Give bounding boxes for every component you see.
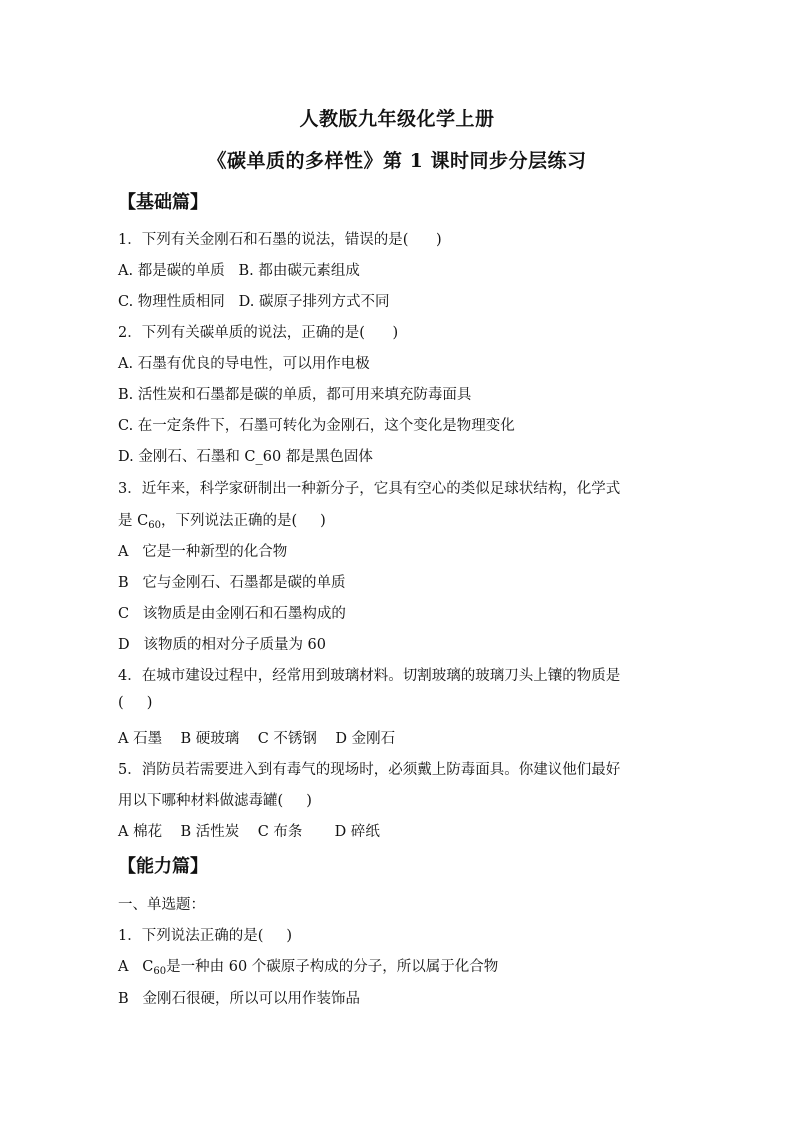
formula-prefix: 是 C — [118, 513, 149, 529]
formula-subscript: 60 — [153, 966, 167, 977]
section-heading-ability: 【能力篇】 — [118, 856, 208, 877]
option-line: D. 金刚石、石墨和 C_60 都是黑色固体 — [118, 449, 373, 465]
option-line: B 金刚石很硬，所以可以用作装饰品 — [118, 991, 360, 1007]
question-line: 用以下哪种材料做滤毒罐( ) — [118, 793, 312, 809]
option-line: B. 活性炭和石墨都是碳的单质，都可用来填充防毒面具 — [118, 387, 472, 403]
option-line: C 该物质是由金刚石和石墨构成的 — [118, 606, 346, 622]
question-line: ( ) — [118, 695, 153, 711]
formula-suffix: 是一种由 60 个碳原子构成的分子，所以属于化合物 — [166, 959, 499, 975]
question-line: 2．下列有关碳单质的说法，正确的是( ) — [118, 325, 399, 341]
option-line: A 它是一种新型的化合物 — [118, 544, 288, 560]
question-line: 4．在城市建设过程中，经常用到玻璃材料。切割玻璃的玻璃刀头上镶的物质是 — [118, 668, 621, 684]
option-line: C. 物理性质相同 D. 碳原子排列方式不同 — [118, 294, 390, 310]
question-line: 3．近年来，科学家研制出一种新分子，它具有空心的类似足球状结构，化学式 — [118, 481, 621, 497]
option-line: A. 石墨有优良的导电性，可以用作电极 — [118, 356, 370, 372]
question-line: 1．下列有关金刚石和石墨的说法，错误的是( ) — [118, 232, 442, 248]
option-line: A 石墨 B 硬玻璃 C 不锈钢 D 金刚石 — [118, 731, 396, 747]
option-line-formula — [118, 955, 688, 977]
formula-subscript: 60 — [148, 520, 161, 531]
option-line: D 该物质的相对分子质量为 60 — [118, 637, 327, 653]
section-heading-basic: 【基础篇】 — [118, 192, 208, 213]
option-line: A. 都是碳的单质 B. 都由碳元素组成 — [118, 263, 360, 279]
question-line: 5．消防员若需要进入到有毒气的现场时，必须戴上防毒面具。你建议他们最好 — [118, 762, 621, 778]
option-line: B 它与金刚石、石墨都是碳的单质 — [118, 575, 346, 591]
question-line-formula — [118, 509, 688, 531]
document-subtitle: 《碳单质的多样性》第 1 课时同步分层练习 — [207, 150, 587, 172]
document-title: 人教版九年级化学上册 — [299, 108, 495, 130]
question-line: 1．下列说法正确的是( ) — [118, 928, 293, 944]
option-line: A 棉花 B 活性炭 C 布条 D 碎纸 — [118, 824, 380, 840]
option-line: C. 在一定条件下，石墨可转化为金刚石，这个变化是物理变化 — [118, 418, 515, 434]
formula-prefix: A C — [118, 959, 154, 975]
formula-suffix: ，下列说法正确的是( ) — [160, 513, 326, 529]
question-type-label: 一、单选题： — [118, 897, 205, 913]
